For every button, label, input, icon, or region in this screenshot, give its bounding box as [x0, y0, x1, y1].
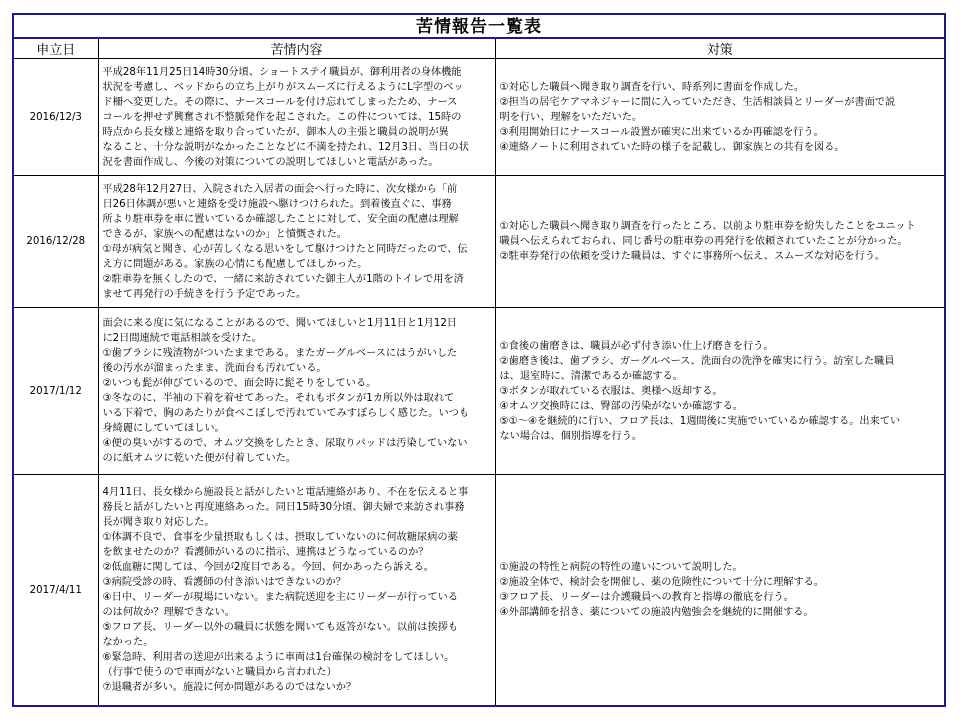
complaint-line: 平成28年11月25日14時30分頃、ショートステイ職員が、御利用者の身体機能: [102, 66, 462, 78]
complaint-line: 平成28年12月27日、入院された入居者の面会へ行った時に、次女様から「前: [102, 183, 458, 195]
complaint-line: 4月11日、長女様から施設長と話がしたいと電話連絡があり、不在を伝えると事: [102, 487, 469, 499]
row-response: [495, 475, 944, 705]
complaint-line: ③病院受診の時、看護師の付き添いはできないのか？: [102, 577, 346, 589]
complaint-line: 所より駐車券を車に置いているか確認したことに対して、安全面の配慮は理解: [102, 213, 459, 225]
complaint-line: 面会に来る度に気になることがあるので、聞いてほしいと1月11日と1月12日: [102, 318, 457, 330]
complaint-line: ⑥緊急時、利用者の送迎が出来るように車両は1台確保の検討をしてほしい。: [102, 652, 455, 664]
complaint-line: 長が聞き取り対応した。: [102, 517, 215, 529]
row-date: 2016/12/3: [14, 59, 98, 176]
row-date: 2016/12/28: [14, 176, 98, 308]
response-line: ②歯磨き後は、歯ブラシ、ガーグルベース、洗面台の洗浄を確実に行う。訪室した職員: [499, 355, 895, 367]
response-line: ④外部講師を招き、薬についての施設内勉強会を継続的に開催する。: [499, 607, 814, 619]
row-response: [495, 308, 944, 475]
row-complaint: [98, 308, 495, 475]
complaint-line: ド柵へ変更した。その際に、ナースコールを付け忘れてしまったため、ナース: [102, 96, 458, 108]
complaint-line: ⑤フロア長、リーダー以外の職員に状態を聞いても返答がない。以前は挨拶も: [102, 622, 459, 634]
complaint-line: ④日中、リーダーが現場にいない。また病院送迎を主にリーダーが行っている: [102, 592, 459, 604]
header-date: 申立日: [14, 39, 98, 59]
table-row: [14, 475, 944, 705]
complaint-line: え方に問題がある。家族の心情にも配慮してほしかった。: [102, 258, 368, 270]
table-row: [14, 308, 944, 475]
header-response: 対策: [495, 39, 944, 59]
response-line: ①食後の歯磨きは、職員が必ず付き添い仕上げ磨きを行う。: [499, 340, 774, 352]
complaint-line: ③冬なのに、半袖の下着を着せてあった。それもボタンが1カ所以外は取れて: [102, 393, 455, 405]
response-line: ①対応した職員へ聞き取り調査を行い、時系列に書面を作成した。: [499, 81, 805, 93]
complaint-line: 時点から長女様と連絡を取り合っていたが、御本人の主張と職員の説明が異: [102, 126, 449, 138]
response-line: ②担当の居宅ケアマネジャーに間に入っていただき、生活相談員とリーダーが書面で説: [499, 96, 896, 108]
header-complaint: 苦情内容: [98, 39, 495, 59]
complaint-line: （行事で使うので車両がないと職員から言われた）: [102, 667, 337, 679]
complaint-line: のは何故か？理解できない。: [102, 607, 235, 619]
table-header-row: [14, 39, 944, 59]
table-row: [14, 59, 944, 176]
row-date: 2017/1/12: [14, 308, 98, 475]
complaint-line: なかった。: [102, 637, 154, 649]
complaint-report-sheet: [12, 13, 946, 707]
complaint-line: 身綺麗にしていてほしい。: [102, 423, 225, 435]
complaint-line: ②低血糖に関しては、今回が2度目である。今回、何かあったら訴える。: [102, 562, 434, 574]
row-complaint: [98, 176, 495, 308]
table-row: [14, 176, 944, 308]
response-line: は、退室時に、清潔であるか確認する。: [499, 370, 683, 382]
complaint-line: ⑦退職者が多い。施設に何か問題があるのではないか？: [102, 682, 357, 694]
complaint-line: ①体調不良で、食事を少量摂取もしくは、摂取していないのに何故糖尿病の薬: [102, 532, 458, 544]
response-line: ①対応した職員へ聞き取り調査を行ったところ、以前より駐車券を紛失したことをユニット: [499, 221, 916, 233]
complaint-line: ②いつも髭が伸びているので、面会時に髭そりをしている。: [102, 378, 377, 390]
row-response: [495, 176, 944, 308]
complaint-table: [14, 39, 944, 705]
response-line: ④オムツ交換時には、臀部の汚染がないか確認する。: [499, 400, 743, 412]
complaint-line: のに紙オムツに乾いた便が付着していた。: [102, 453, 297, 465]
response-line: ①施設の特性と病院の特性の違いについて説明した。: [499, 562, 743, 574]
response-line: ③フロア長、リーダーは介護職員への教育と指導の徹底を行う。: [499, 592, 794, 604]
complaint-line: を飲ませたのか？看護師がいるのに指示、連携はどうなっているのか？: [102, 547, 429, 559]
complaint-line: 務長と話がしたいと再度連絡あった。同日15時30分頃、御夫婦で来訪され事務: [102, 502, 465, 514]
complaint-line: ②駐車券を無くしたので、一緒に来訪されていた御主人が1階のトイレで用を済: [102, 273, 464, 285]
complaint-line: いる下着で、胸のあたりが食べこぼしで汚れていてみすぼらしく感じた。いつも: [102, 408, 470, 420]
response-line: ④連絡ノートに利用されていた時の様子を記載し、御家族との共有を図る。: [499, 141, 845, 153]
response-line: ③ボタンが取れている衣服は、奥様へ返却する。: [499, 385, 723, 397]
response-line: ②施設全体で、検討会を開催し、薬の危険性について十分に理解する。: [499, 577, 825, 589]
response-line: ⑤①～④を継続的に行い、フロア長は、1週間後に実施でいているか確認する。出来てい: [499, 415, 901, 427]
complaint-line: できるが、家族への配慮はないのか」と憤慨された。: [102, 228, 347, 240]
page-title: 苦情報告一覧表: [14, 15, 944, 39]
complaint-line: コールを押せず興奮され不整脈発作を起こされた。この件については、15時の: [102, 111, 462, 123]
complaint-line: ①歯ブラシに残渣物がついたままである。またガーグルベースにはうがいした: [102, 348, 458, 360]
complaint-line: 状況を考慮し、ベッドからの立ち上がりがスムーズに行えるようにL字型のベッ: [102, 81, 464, 93]
row-complaint: [98, 59, 495, 176]
complaint-line: に2日間連続で電話相談を受けた。: [102, 333, 262, 345]
complaint-line: なること、十分な説明がなかったことなどに不満を持たれ、12月3日、当日の状: [102, 141, 469, 153]
row-complaint: [98, 475, 495, 705]
complaint-line: 後の汚水が溜まったまま、洗面台も汚れている。: [102, 363, 327, 375]
response-line: ③利用開始日にナースコール設置が確実に出来ているか再確認を行う。: [499, 126, 824, 138]
complaint-line: 日26日体調が悪いと連絡を受け施設へ駆けつけられた。到着後直ぐに、事務: [102, 198, 452, 210]
response-line: 明を行い、理解をいただいた。: [499, 111, 643, 123]
row-response: [495, 59, 944, 176]
response-line: 職員へ伝えられておられ、同じ番号の駐車券の再発行を依頼されていたことが分かった。: [499, 236, 908, 248]
complaint-line: 況を書面作成し、今後の対策についての説明してほしいと電話があった。: [102, 156, 439, 168]
response-line: ない場合は、個別指導を行う。: [499, 430, 643, 442]
row-date: 2017/4/11: [14, 475, 98, 705]
complaint-line: ④便の臭いがするので、オムツ交換をしたとき、尿取りパッドは汚染していない: [102, 438, 468, 450]
complaint-line: ①母が病気と聞き、心が苦しくなる思いをして駆けつけたと同時だったので、伝: [102, 243, 468, 255]
response-line: ②駐車券発行の依頼を受けた職員は、すぐに事務所へ伝え、スムーズな対応を行う。: [499, 251, 886, 263]
complaint-line: ませて再発行の手続きを行う予定であった。: [102, 288, 307, 300]
